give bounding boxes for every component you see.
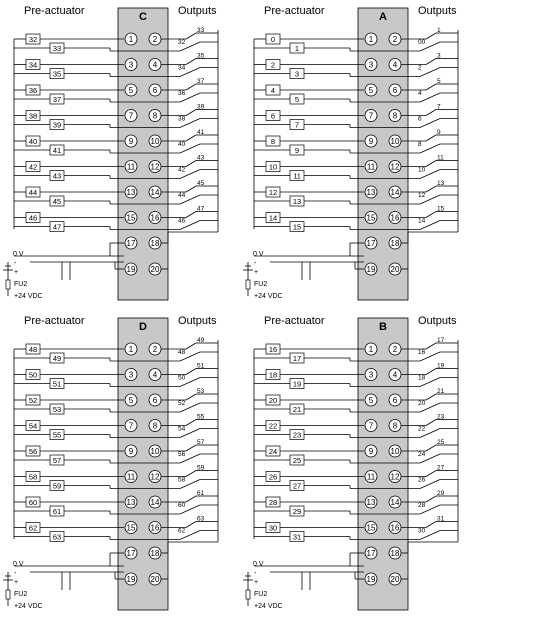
output-label: 49: [197, 337, 205, 344]
plus-label: +: [254, 579, 259, 586]
terminal-number: 20: [390, 265, 400, 274]
output-label: 1: [437, 27, 441, 34]
terminal-number: 12: [390, 472, 400, 482]
module-b: [243, 315, 458, 610]
terminal-block: [118, 8, 168, 300]
terminal-number: 9: [128, 137, 134, 146]
output-label: 44: [178, 192, 186, 199]
terminal-number: 15: [366, 523, 376, 533]
output-label: 41: [197, 129, 205, 136]
input-label: 25: [292, 456, 302, 465]
terminal-number: 13: [366, 188, 376, 197]
fuse-symbol: [6, 280, 10, 289]
input-label: 38: [28, 111, 38, 121]
input-label: 15: [292, 222, 302, 232]
terminal-number: 11: [366, 162, 376, 172]
minus-label: -: [14, 260, 17, 267]
input-label: 24: [268, 447, 278, 456]
terminal-number: 18: [150, 549, 160, 558]
terminal-number: 18: [150, 239, 160, 248]
terminal-number: 8: [152, 111, 158, 121]
output-label: 45: [197, 180, 205, 187]
minus-label: -: [14, 570, 17, 577]
zero-v-label: 0 V: [253, 251, 264, 258]
plus-label: +: [14, 579, 19, 586]
output-label: 13: [437, 180, 445, 187]
input-label: 4: [270, 86, 276, 95]
output-label: 00: [418, 39, 426, 46]
contact: [426, 471, 436, 477]
pre-actuator-label: Pre-actuator: [264, 315, 325, 327]
contact: [426, 343, 436, 349]
terminal-number: 4: [152, 60, 158, 70]
terminal-number: 20: [150, 575, 160, 584]
input-label: 3: [294, 69, 300, 79]
terminal-number: 7: [368, 111, 374, 121]
output-label: 14: [418, 217, 426, 225]
input-label: 54: [28, 421, 38, 431]
input-label: 10: [268, 162, 278, 172]
contact: [426, 496, 436, 502]
terminal-number: 20: [150, 265, 160, 274]
contact: [186, 161, 196, 167]
terminal-number: 6: [392, 86, 398, 95]
fuse-label: FU2: [14, 281, 28, 288]
contact: [426, 186, 436, 192]
input-label: 53: [52, 405, 62, 414]
terminal-number: 10: [390, 447, 400, 456]
terminal-number: 11: [126, 472, 136, 482]
terminal-number: 15: [366, 213, 376, 223]
output-label: 10: [418, 166, 426, 174]
terminal-number: 5: [128, 86, 134, 95]
terminal-number: 14: [390, 188, 400, 197]
output-label: 39: [197, 103, 205, 111]
output-label: 42: [178, 166, 186, 174]
outputs-label: Outputs: [418, 5, 457, 17]
output-label: 40: [178, 141, 186, 148]
terminal-number: 19: [126, 575, 136, 584]
terminal-number: 7: [128, 421, 134, 431]
output-label: 21: [437, 388, 445, 395]
output-label: 31: [437, 515, 445, 523]
contact: [186, 445, 196, 451]
terminal-number: 4: [392, 60, 398, 70]
output-label: 16: [418, 349, 426, 356]
input-label: 0: [270, 35, 276, 44]
input-label: 55: [52, 430, 62, 440]
contact: [186, 471, 196, 477]
terminal-number: 11: [126, 162, 136, 172]
output-label: 53: [197, 388, 205, 395]
terminal-number: 14: [150, 498, 160, 507]
fuse-symbol: [6, 590, 10, 599]
contact: [426, 394, 436, 400]
input-label: 23: [292, 430, 302, 440]
terminal-number: 17: [126, 239, 136, 248]
input-label: 46: [28, 213, 38, 223]
supply-label: +24 VDC: [254, 603, 283, 610]
output-label: 24: [418, 451, 426, 458]
terminal-number: 9: [368, 447, 374, 456]
contact: [426, 84, 436, 90]
terminal-number: 10: [150, 447, 160, 456]
fuse-symbol: [246, 590, 250, 599]
input-label: 52: [28, 396, 38, 405]
contact: [186, 212, 196, 218]
module-letter: C: [139, 11, 147, 23]
terminal-number: 17: [366, 239, 376, 248]
terminal-number: 18: [390, 239, 400, 248]
contact: [186, 33, 196, 39]
terminal-number: 8: [392, 421, 398, 431]
terminal-number: 3: [128, 60, 134, 70]
minus-label: -: [254, 260, 257, 267]
output-label: 36: [178, 90, 186, 97]
input-label: 45: [52, 197, 62, 206]
terminal-number: 12: [150, 162, 160, 172]
fuse-label: FU2: [14, 591, 28, 598]
contact: [426, 522, 436, 528]
contact: [186, 135, 196, 141]
input-label: 1: [294, 44, 300, 53]
input-label: 33: [52, 44, 62, 53]
terminal-number: 4: [392, 370, 398, 380]
input-label: 5: [294, 95, 300, 104]
outputs-label: Outputs: [178, 315, 217, 327]
terminal-block: [358, 8, 408, 300]
terminal-number: 3: [368, 60, 374, 70]
contact: [420, 68, 440, 77]
input-label: 8: [270, 137, 276, 146]
fuse-label: FU2: [254, 281, 268, 288]
terminal-number: 3: [368, 370, 374, 380]
terminal-number: 16: [150, 523, 160, 533]
input-label: 11: [293, 171, 301, 181]
terminal-number: 4: [152, 370, 158, 380]
output-label: 5: [437, 78, 441, 85]
output-label: 7: [437, 103, 441, 111]
contact: [186, 496, 196, 502]
contact: [426, 212, 436, 218]
input-label: 22: [268, 421, 278, 431]
input-label: 9: [294, 146, 300, 155]
input-label: 35: [52, 69, 62, 79]
output-label: 2: [418, 64, 422, 72]
input-label: 28: [268, 498, 278, 507]
zero-v-label: 0 V: [253, 561, 264, 568]
input-label: 62: [28, 523, 38, 533]
terminal-number: 20: [390, 575, 400, 584]
input-label: 14: [268, 213, 278, 223]
terminal-number: 19: [366, 265, 376, 274]
input-label: 12: [268, 188, 278, 197]
module-d: [3, 315, 218, 610]
terminal-number: 6: [152, 86, 158, 95]
terminal-number: 16: [390, 213, 400, 223]
contact: [426, 420, 436, 426]
output-label: 18: [418, 374, 426, 382]
contact: [420, 119, 440, 128]
input-label: 17: [292, 354, 302, 363]
terminal-number: 5: [128, 396, 134, 405]
terminal-number: 2: [392, 345, 398, 354]
output-label: 32: [178, 39, 186, 46]
terminal-number: 6: [392, 396, 398, 405]
output-label: 28: [418, 502, 426, 509]
terminal-number: 1: [368, 345, 374, 354]
input-label: 30: [268, 523, 278, 533]
contact: [426, 59, 436, 65]
contact: [186, 420, 196, 426]
input-label: 13: [292, 197, 302, 206]
input-label: 39: [52, 120, 62, 130]
module-a: [243, 5, 458, 300]
output-label: 51: [197, 362, 205, 370]
output-label: 54: [178, 425, 186, 433]
input-label: 43: [52, 171, 62, 181]
minus-label: -: [254, 570, 257, 577]
contact: [426, 110, 436, 116]
terminal-number: 2: [152, 35, 158, 44]
input-label: 50: [28, 370, 38, 380]
contact: [426, 161, 436, 167]
input-label: 32: [28, 35, 38, 44]
output-label: 19: [437, 362, 445, 370]
input-label: 59: [52, 481, 62, 491]
terminal-number: 12: [390, 162, 400, 172]
input-label: 42: [28, 162, 38, 172]
terminal-number: 2: [152, 345, 158, 354]
input-label: 56: [28, 447, 38, 456]
terminal-number: 10: [150, 137, 160, 146]
contact: [186, 343, 196, 349]
output-label: 34: [178, 64, 186, 72]
pre-actuator-label: Pre-actuator: [24, 315, 85, 327]
terminal-number: 13: [366, 498, 376, 507]
terminal-number: 10: [390, 137, 400, 146]
contact: [426, 369, 436, 375]
terminal-number: 19: [366, 575, 376, 584]
output-label: 17: [437, 337, 445, 344]
input-label: 29: [292, 507, 302, 516]
fuse-label: FU2: [254, 591, 268, 598]
output-label: 50: [178, 374, 186, 382]
output-label: 60: [178, 502, 186, 509]
output-label: 23: [437, 413, 445, 421]
output-label: 22: [418, 425, 426, 433]
terminal-number: 1: [128, 345, 134, 354]
outputs-label: Outputs: [418, 315, 457, 327]
output-label: 12: [418, 192, 426, 199]
terminal-number: 18: [390, 549, 400, 558]
contact: [426, 445, 436, 451]
input-label: 19: [292, 379, 302, 389]
terminal-number: 15: [126, 213, 136, 223]
output-label: 59: [197, 464, 205, 472]
output-label: 55: [197, 413, 205, 421]
terminal-number: 7: [368, 421, 374, 431]
output-label: 3: [437, 52, 441, 60]
terminal-number: 8: [392, 111, 398, 121]
output-label: 63: [197, 515, 205, 523]
input-label: 61: [52, 507, 62, 516]
terminal-number: 13: [126, 498, 136, 507]
output-label: 11: [437, 154, 444, 162]
input-label: 20: [268, 396, 278, 405]
zero-v-label: 0 V: [13, 251, 24, 258]
module-letter: B: [379, 321, 387, 333]
input-label: 36: [28, 86, 38, 95]
module-c: [3, 5, 218, 300]
plus-label: +: [254, 269, 259, 276]
terminal-number: 11: [366, 472, 376, 482]
input-label: 21: [292, 405, 302, 414]
input-label: 47: [52, 222, 62, 232]
output-label: 6: [418, 115, 422, 123]
terminal-number: 6: [152, 396, 158, 405]
input-label: 7: [294, 120, 300, 130]
terminal-number: 3: [128, 370, 134, 380]
pre-actuator-label: Pre-actuator: [264, 5, 325, 17]
output-label: 38: [178, 115, 186, 123]
output-label: 47: [197, 205, 205, 213]
input-label: 31: [292, 532, 302, 542]
contact: [186, 59, 196, 65]
outputs-label: Outputs: [178, 5, 217, 17]
terminal-number: 9: [368, 137, 374, 146]
input-label: 16: [268, 345, 278, 354]
contact: [426, 135, 436, 141]
input-label: 49: [52, 354, 62, 363]
output-label: 37: [197, 78, 205, 85]
input-label: 41: [52, 146, 62, 155]
contact: [186, 84, 196, 90]
supply-label: +24 VDC: [254, 293, 283, 300]
input-label: 18: [268, 370, 278, 380]
output-label: 27: [437, 464, 445, 472]
output-label: 33: [197, 27, 205, 34]
output-label: 29: [437, 490, 445, 497]
contact: [186, 394, 196, 400]
input-label: 57: [52, 456, 62, 465]
terminal-number: 17: [366, 549, 376, 558]
input-label: 27: [292, 481, 302, 491]
output-label: 43: [197, 154, 205, 162]
output-label: 26: [418, 476, 426, 484]
output-label: 58: [178, 476, 186, 484]
output-label: 56: [178, 451, 186, 458]
output-label: 25: [437, 439, 445, 446]
terminal-number: 8: [152, 421, 158, 431]
terminal-number: 17: [126, 549, 136, 558]
terminal-number: 19: [126, 265, 136, 274]
input-label: 40: [28, 137, 38, 146]
output-label: 15: [437, 205, 445, 213]
input-label: 58: [28, 472, 38, 482]
output-label: 4: [418, 90, 422, 97]
output-label: 61: [197, 490, 205, 497]
output-label: 46: [178, 217, 186, 225]
input-label: 34: [28, 60, 38, 70]
terminal-number: 5: [368, 396, 374, 405]
contact: [420, 93, 440, 102]
input-label: 2: [270, 60, 276, 70]
output-label: 9: [437, 129, 441, 136]
output-label: 30: [418, 527, 426, 535]
terminal-number: 5: [368, 86, 374, 95]
terminal-number: 2: [392, 35, 398, 44]
input-label: 26: [268, 472, 278, 482]
supply-label: +24 VDC: [14, 603, 43, 610]
module-letter: D: [139, 321, 147, 333]
supply-label: +24 VDC: [14, 293, 43, 300]
output-label: 8: [418, 141, 422, 148]
zero-v-label: 0 V: [13, 561, 24, 568]
terminal-block: [358, 318, 408, 610]
terminal-number: 16: [390, 523, 400, 533]
terminal-number: 7: [128, 111, 134, 121]
terminal-number: 15: [126, 523, 136, 533]
output-label: 48: [178, 349, 186, 356]
terminal-number: 12: [150, 472, 160, 482]
contact: [186, 186, 196, 192]
contact: [186, 110, 196, 116]
terminal-number: 9: [128, 447, 134, 456]
terminal-number: 1: [368, 35, 374, 44]
input-label: 37: [52, 95, 62, 104]
input-label: 60: [28, 498, 38, 507]
contact: [186, 522, 196, 528]
contact: [426, 33, 436, 39]
contact: [186, 369, 196, 375]
pre-actuator-label: Pre-actuator: [24, 5, 85, 17]
output-label: 57: [197, 439, 205, 446]
terminal-number: 16: [150, 213, 160, 223]
input-label: 48: [28, 345, 38, 354]
contact: [420, 144, 440, 153]
terminal-block: [118, 318, 168, 610]
module-letter: A: [379, 11, 387, 23]
terminal-number: 1: [128, 35, 134, 44]
output-label: 62: [178, 527, 186, 535]
fuse-symbol: [246, 280, 250, 289]
terminal-number: 14: [150, 188, 160, 197]
input-label: 44: [28, 188, 38, 197]
terminal-number: 13: [126, 188, 136, 197]
output-label: 52: [178, 400, 186, 407]
terminal-number: 14: [390, 498, 400, 507]
plus-label: +: [14, 269, 19, 276]
input-label: 63: [52, 532, 62, 542]
output-label: 35: [197, 52, 205, 60]
input-label: 51: [52, 379, 62, 389]
output-label: 20: [418, 400, 426, 407]
input-label: 6: [270, 111, 276, 121]
